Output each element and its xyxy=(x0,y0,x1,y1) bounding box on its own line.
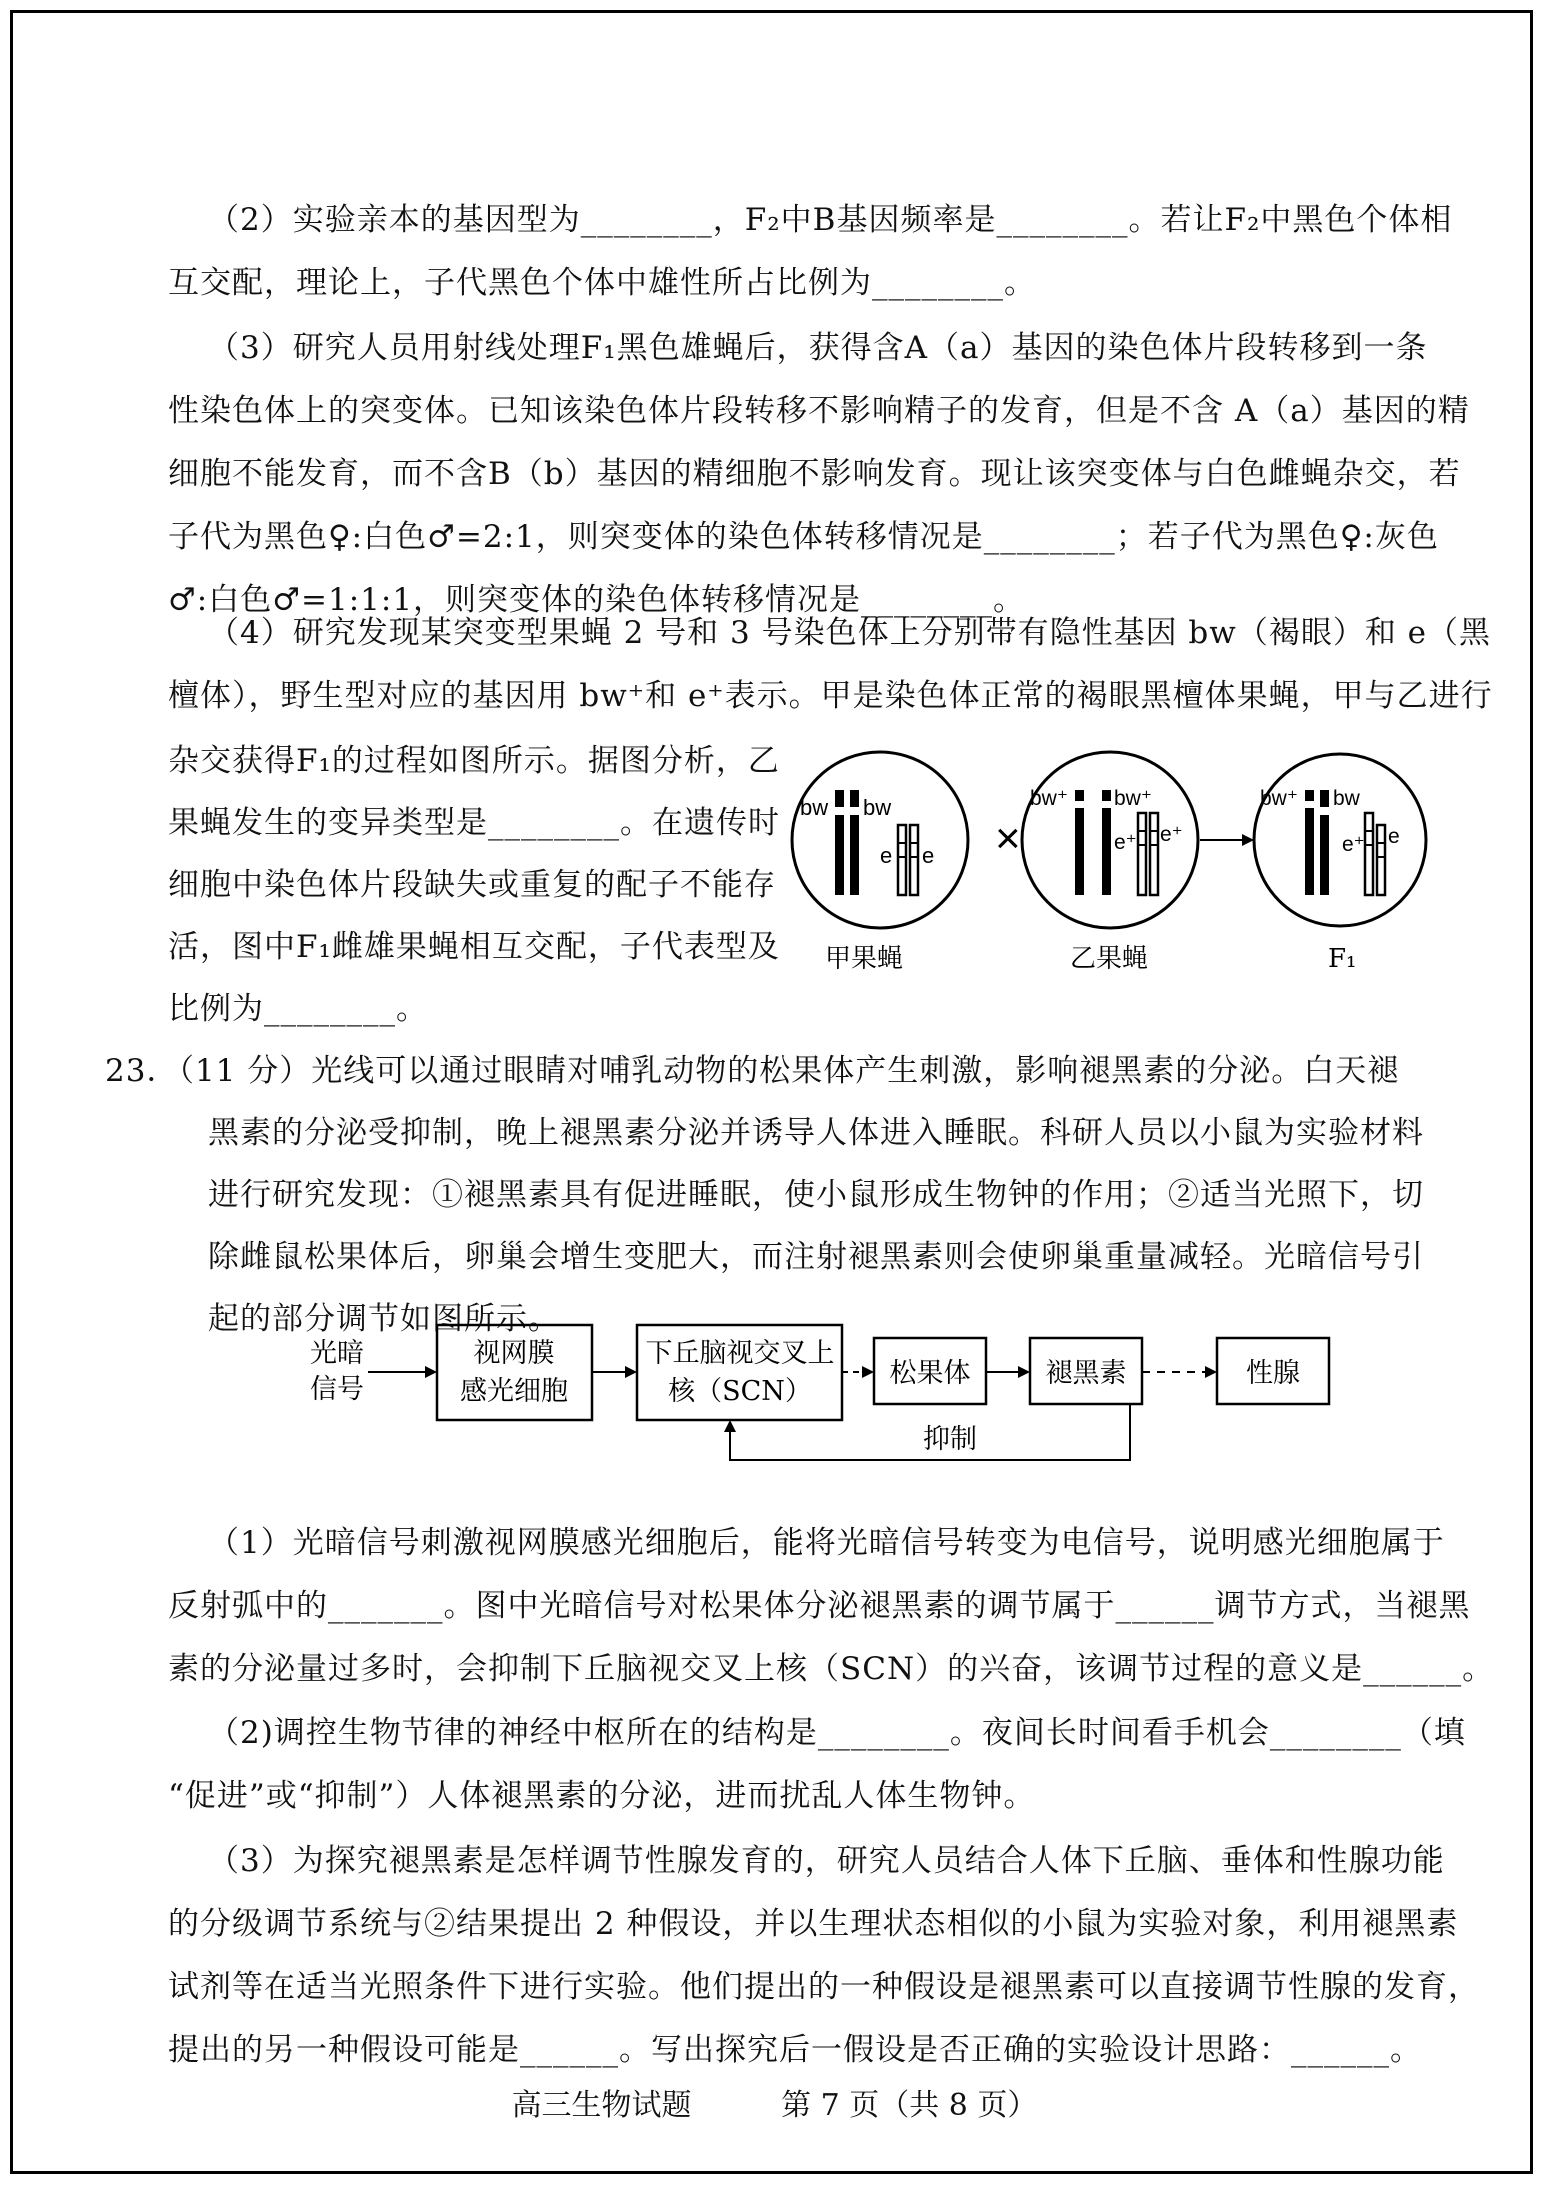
q22-part4-line1: （4）研究发现某突变型果蝇 2 号和 3 号染色体上分别带有隐性基因 bw（褐眼）和 e（黑 xyxy=(208,615,1492,651)
f1-bw-right-label: bw xyxy=(1333,787,1360,810)
f1-e-right-label: e xyxy=(1388,825,1400,848)
yi-chrom3-left xyxy=(1138,813,1146,895)
q22-part4-line4: 果蝇发生的变异类型是________。在遗传时 xyxy=(168,805,780,841)
yi-label: 乙果蝇 xyxy=(1070,944,1149,974)
q23-part3-line2: 的分级调节系统与②结果提出 2 种假设，并以生理状态相似的小鼠为实验对象，利用褪黑素 xyxy=(168,1906,1459,1942)
q23-part3-line3: 试剂等在适当光照条件下进行实验。他们提出的一种假设是褪黑素可以直接调节性腺的发育， xyxy=(168,1969,1480,2005)
q22-part4-line3: 杂交获得F₁的过程如图所示。据图分析，乙 xyxy=(168,743,780,779)
q22-part4-line7: 比例为________。 xyxy=(168,991,428,1027)
q23-intro-line5: 起的部分调节如图所示。 xyxy=(208,1301,560,1337)
q23-intro-line3: 进行研究发现：①褪黑素具有促进睡眠，使小鼠形成生物钟的作用；②适当光照下，切 xyxy=(208,1177,1424,1213)
yi-cell xyxy=(1022,752,1198,928)
pineal-box-text: 松果体 xyxy=(889,1358,971,1389)
feedback-label: 抑制 xyxy=(923,1424,977,1455)
yi-e-right-label: e⁺ xyxy=(1160,823,1183,846)
q23-part2-line1: （2)调控生物节律的神经中枢所在的结构是________。夜间长时间看手机会________（填 xyxy=(208,1715,1466,1751)
q23-intro-line1: 23．（11 分）光线可以通过眼睛对哺乳动物的松果体产生刺激，影响褪黑素的分泌。白天褪 xyxy=(105,1053,1400,1089)
q23-part1-line3: 素的分泌量过多时，会抑制下丘脑视交叉上核（SCN）的兴奋，该调节过程的意义是______。 xyxy=(168,1651,1495,1687)
light-signal-flow-diagram xyxy=(310,1320,1380,1470)
q23-part1-line1: （1）光暗信号刺激视网膜感光细胞后，能将光暗信号转变为电信号，说明感光细胞属于 xyxy=(208,1525,1445,1561)
scn-box-line2: 核（SCN） xyxy=(668,1376,812,1407)
yi-bw-right-label: bw⁺ xyxy=(1114,787,1152,810)
scn-box-line1: 下丘脑视交叉上 xyxy=(645,1338,835,1369)
f1-chrom3-left xyxy=(1365,813,1373,895)
f1-cell xyxy=(1254,754,1426,926)
q23-part1-line2: 反射弧中的_______。图中光暗信号对松果体分泌褪黑素的调节属于______调节方式，当褪黑 xyxy=(168,1588,1471,1624)
q22-part4-line2: 檀体），野生型对应的基因用 bw⁺和 e⁺表示。甲是染色体正常的褐眼黑檀体果蝇，甲与乙进行 xyxy=(168,678,1493,714)
q23-part3-line1: （3）为探究褪黑素是怎样调节性腺发育的，研究人员结合人体下丘脑、垂体和性腺功能 xyxy=(208,1843,1445,1879)
cross-symbol: × xyxy=(995,814,1021,863)
f1-chrom2-right xyxy=(1320,790,1329,895)
footer-page-number: 第 7 页（共 8 页） xyxy=(781,2088,1038,2123)
input-label-line1: 光暗 xyxy=(310,1338,364,1369)
yi-e-left-label: e⁺ xyxy=(1114,831,1137,854)
q22-part2-line1: （2）实验亲本的基因型为________，F₂中B基因频率是________。若让F₂中黑色个体相 xyxy=(208,202,1453,238)
chromosome-cross-figure xyxy=(780,745,1430,975)
input-label-line2: 信号 xyxy=(310,1374,364,1405)
q22-part4-line6: 活，图中F₁雌雄果蝇相互交配，子代表型及 xyxy=(168,929,780,965)
retina-box-line1: 视网膜 xyxy=(473,1338,555,1369)
f1-label: F₁ xyxy=(1328,944,1357,974)
q22-part3-line1: （3）研究人员用射线处理F₁黑色雄蝇后，获得含A（a）基因的染色体片段转移到一条 xyxy=(208,330,1428,366)
gonad-box-text: 性腺 xyxy=(1246,1358,1300,1389)
f1-e-left-label: e⁺ xyxy=(1342,833,1365,856)
q23-part3-line4: 提出的另一种假设可能是______。写出探究后一假设是否正确的实验设计思路：______。 xyxy=(168,2032,1422,2068)
f1-chrom3-right xyxy=(1377,825,1385,895)
retina-box-line2: 感光细胞 xyxy=(460,1376,568,1407)
q22-part3-line2: 性染色体上的突变体。已知该染色体片段转移不影响精子的发育，但是不含 A（a）基因的精 xyxy=(168,393,1470,429)
melatonin-box-text: 褪黑素 xyxy=(1045,1358,1127,1389)
cross-arrowhead xyxy=(1242,834,1254,846)
jia-chrom3-right xyxy=(910,825,918,895)
q22-part3-line5: ♂:白色♂=1:1:1，则突变体的染色体转移情况是________。 xyxy=(168,582,1026,618)
jia-e-left-label: e xyxy=(880,843,893,868)
q22-part4-line5: 细胞中染色体片段缺失或重复的配子不能存 xyxy=(168,867,776,903)
jia-chrom3-left xyxy=(898,825,906,895)
q22-part3-line3: 细胞不能发育，而不含B（b）基因的精细胞不影响发育。现让该突变体与白色雌蝇杂交，若 xyxy=(168,456,1461,492)
f1-bw-left-label: bw⁺ xyxy=(1260,787,1298,810)
q22-part2-line2: 互交配，理论上，子代黑色个体中雄性所占比例为________。 xyxy=(168,265,1036,301)
jia-chrom2-right xyxy=(850,790,859,895)
q22-part3-line4: 子代为黑色♀:白色♂=2:1，则突变体的染色体转移情况是________；若子代为黑色♀:灰色 xyxy=(168,519,1439,555)
yi-bw-left-label: bw⁺ xyxy=(1030,787,1068,810)
jia-bw-right-label: bw xyxy=(863,795,892,820)
jia-chrom2-left xyxy=(835,790,844,895)
jia-label: 甲果蝇 xyxy=(825,944,904,974)
yi-chrom3-right xyxy=(1150,813,1158,895)
footer-subject: 高三生物试题 xyxy=(511,2088,692,2123)
jia-bw-left-label: bw xyxy=(800,795,829,820)
page-footer xyxy=(0,2080,1549,2124)
q23-part2-line2: “促进”或“抑制”）人体褪黑素的分泌，进而扰乱人体生物钟。 xyxy=(168,1778,1036,1814)
jia-e-right-label: e xyxy=(922,843,935,868)
q23-intro-line4: 除雌鼠松果体后，卵巢会增生变肥大，而注射褪黑素则会使卵巢重量减轻。光暗信号引 xyxy=(208,1239,1424,1275)
jia-cell xyxy=(792,752,968,928)
feedback-arrowhead xyxy=(724,1420,736,1432)
q23-intro-line2: 黑素的分泌受抑制，晚上褪黑素分泌并诱导人体进入睡眠。科研人员以小鼠为实验材料 xyxy=(208,1115,1424,1151)
